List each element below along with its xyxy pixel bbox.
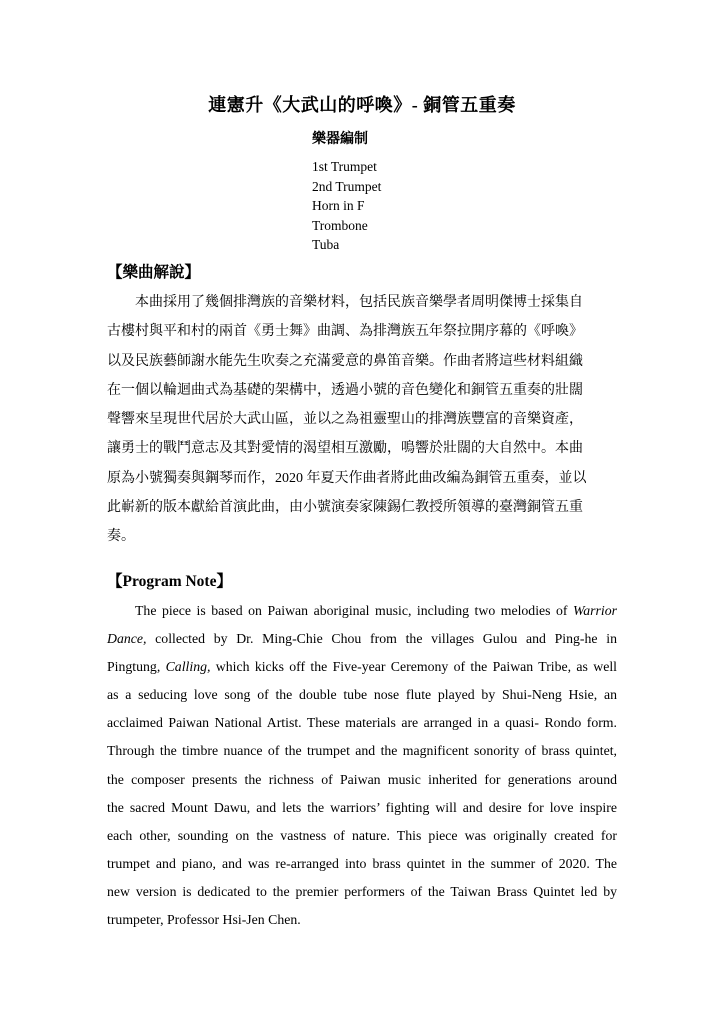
english-note-line [107,878,617,906]
instrument-item: Trombone [312,217,368,233]
note-text: trumpet and piano, and was re-arranged into brass quintet in the summer of 2020. The [107,855,617,871]
note-text: The piece is based on Paiwan aboriginal music, including two melodies of [135,603,574,618]
note-text: which kicks off the Five-year Ceremony of the Paiwan Tribe, as well [210,659,618,675]
chinese-note-line: 以及民族藝師謝水能先生吹奏之充滿愛意的鼻笛音樂。作曲者將這些材料組織 [107,353,583,369]
english-note-line [107,822,617,850]
instrument-item: 2nd Trumpet [312,178,382,194]
chinese-note-line: 聲響來呈現世代居於大武山區，並以之為祖靈聖山的排灣族豐富的音樂資產， [107,412,583,428]
english-note-line [107,906,617,934]
italic-title-text: Calling, [165,659,211,675]
instrument-item: Tuba [312,237,340,252]
chinese-note-line: 古樓村與平和村的兩首《勇士舞》曲調、為排灣族五年祭拉開序幕的《呼喚》 [107,324,583,340]
english-note-body [107,597,617,934]
note-text: as a seducing love song of the double tube nose flute played by Shui-Neng Hsie, an [107,687,617,703]
chinese-note-line: 奏。 [107,529,135,545]
english-note-line [107,625,617,653]
instrumentation-block [312,131,381,255]
italic-title-text: Dance, [107,631,147,647]
english-note-line [107,709,617,737]
english-note-line [107,794,617,822]
english-note-line [107,653,617,681]
english-note-line [107,766,617,794]
chinese-note-heading: 【樂曲解說】 [107,264,201,281]
english-note-line [107,597,617,625]
note-text: each other, sounding on the vastness of nature. This piece was originally created for [107,827,617,843]
chinese-note-line: 本曲採用了幾個排灣族的音樂材料，包括民族音樂學者周明傑博士採集自 [135,295,583,310]
note-text: the sacred Mount Dawu, and lets the warriors’ fighting will and desire for love inspire [107,799,617,815]
chinese-note-line: 在一個以輪迴曲式為基礎的架構中，透過小號的音色變化和銅管五重奏的壯闊 [107,382,583,398]
instrumentation-heading: 樂器編制 [312,132,368,147]
note-text: acclaimed Paiwan National Artist. These materials are arranged in a quasi- Rondo form. [107,715,617,731]
chinese-note-line: 讓勇士的戰鬥意志及其對愛情的渴望相互激勵，鳴響於壯闊的大自然中。本曲 [107,441,583,457]
chinese-note-line: 此嶄新的版本獻給首演此曲，由小號演奏家陳錫仁教授所領導的臺灣銅管五重 [107,500,583,516]
instrument-item: Horn in F [312,198,365,213]
note-text: the composer presents the richness of Paiwan music inherited for generations around [107,771,617,787]
instrument-list [312,157,381,255]
instrument-item: 1st Trumpet [312,159,377,174]
english-note-heading: 【Program Note】 [107,573,232,590]
note-text: new version is dedicated to the premier performers of the Taiwan Brass Quintet led by [107,883,617,899]
chinese-note-line: 原為小號獨奏與鋼琴而作，2020 年夏天作曲者將此曲改編為銅管五重奏，並以 [107,470,587,486]
note-text: collected by Dr. Ming-Chie Chou from the villages Gulou and Ping-he in [146,631,617,647]
italic-title-text: Warrior [573,603,617,618]
english-note-line [107,681,617,709]
document-title: 連憲升《大武山的呼喚》- 銅管五重奏 [208,95,516,115]
english-note-line [107,850,617,878]
note-text: Pingtung, [107,659,166,675]
note-text: trumpeter, Professor Hsi-Jen Chen. [107,912,301,928]
note-text: Through the timbre nuance of the trumpet and the magnificent sonority of brass quintet, [107,743,617,759]
chinese-note-body [107,288,607,552]
english-note-line [107,737,617,765]
